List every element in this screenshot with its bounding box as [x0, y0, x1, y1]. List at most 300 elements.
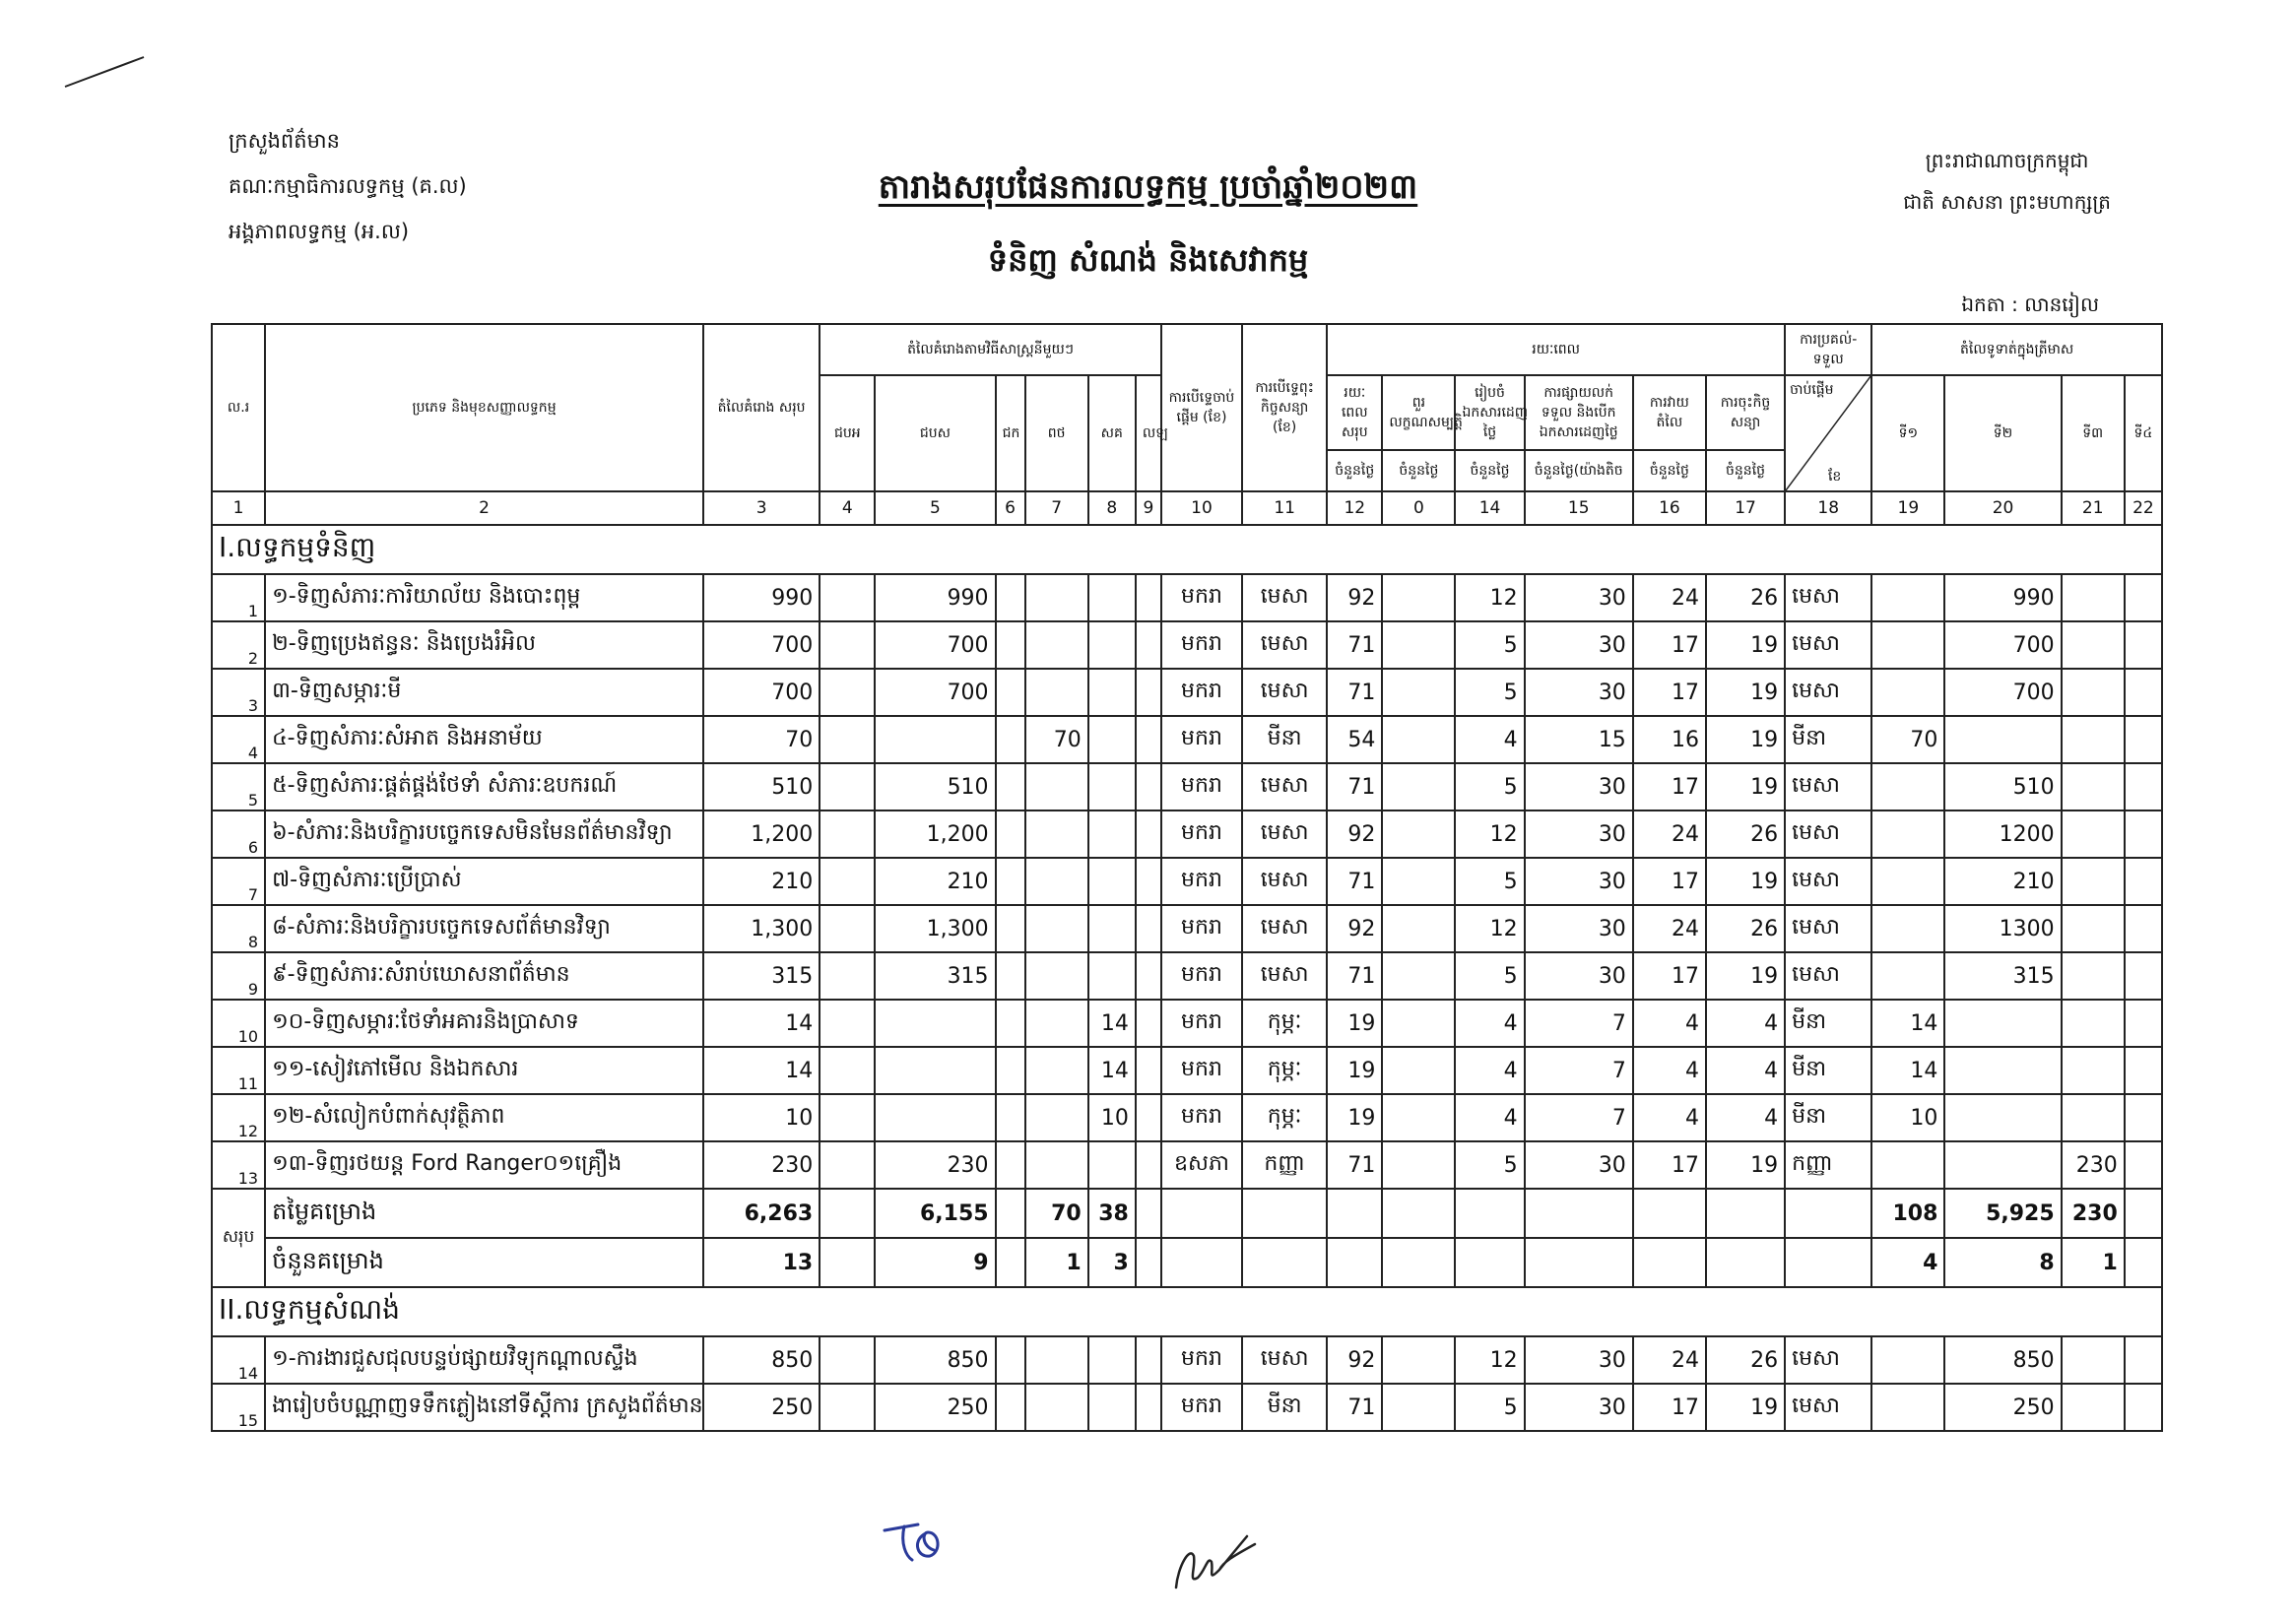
- cell-d16: 17: [1633, 858, 1706, 905]
- cell-empty: [1382, 905, 1455, 952]
- cell-m7: [1025, 1336, 1088, 1384]
- cell-m5: 210: [875, 858, 995, 905]
- cell-m8: [1088, 1141, 1136, 1189]
- cell-d14: 4: [1455, 1094, 1524, 1141]
- cell-c18: មេសា: [1785, 810, 1871, 858]
- cell-start: មករា: [1161, 1047, 1242, 1094]
- cell-desc: ៣-ទិញសម្ភារៈមី: [265, 669, 703, 716]
- cell-d14: 5: [1455, 858, 1524, 905]
- cell-empty: [1136, 1000, 1161, 1047]
- header-q3: ទី៣: [2062, 375, 2125, 491]
- cell-d17: 19: [1706, 858, 1785, 905]
- cell-desc: ១១-សៀវភៅមើល និងឯកសារ: [265, 1047, 703, 1094]
- header-days-12: ចំនួនថ្ងៃ: [1327, 450, 1382, 491]
- cell-q2: [1944, 1047, 2061, 1094]
- document-title-block: [0, 165, 2296, 287]
- corner-pen-mark: [61, 51, 150, 91]
- section-goods-row: [212, 525, 2162, 574]
- table-body: [212, 491, 2162, 1431]
- cell-q3: [2062, 716, 2125, 763]
- cell-empty: [1382, 1047, 1455, 1094]
- cell-q2: 210: [1944, 858, 2061, 905]
- cell-q1: 10: [1871, 1094, 1944, 1141]
- cell-d15: 30: [1525, 1336, 1633, 1384]
- cell-total: 14: [703, 1000, 820, 1047]
- cell-empty: [996, 952, 1025, 1000]
- cell-empty: [2125, 669, 2162, 716]
- cell-no: 9: [212, 952, 265, 1000]
- cell-d14: 5: [1455, 1384, 1524, 1431]
- cell-c18: មេសា: [1785, 669, 1871, 716]
- cell-empty: [820, 669, 875, 716]
- cell-total: 1,200: [703, 810, 820, 858]
- cell-q2: 700: [1944, 621, 2061, 669]
- cell-start: មករា: [1161, 952, 1242, 1000]
- total-m8: 38: [1088, 1189, 1136, 1238]
- cell-d12: 92: [1327, 810, 1382, 858]
- cell-no: 6: [212, 810, 265, 858]
- cell-no: 4: [212, 716, 265, 763]
- cell-d14: 4: [1455, 1000, 1524, 1047]
- total-row: [212, 1238, 2162, 1287]
- cell-d15: 30: [1525, 810, 1633, 858]
- header-d15: ការផ្សាយលក់ ទទួល និងបើក ឯកសារដេញថ្លៃ: [1525, 375, 1633, 450]
- cell-d17: 19: [1706, 669, 1785, 716]
- cell-total: 990: [703, 574, 820, 621]
- cell-start: មករា: [1161, 669, 1242, 716]
- handwritten-signature: [1168, 1526, 1277, 1595]
- cell-total: 230: [703, 1141, 820, 1189]
- cell-d12: 19: [1327, 1047, 1382, 1094]
- header-days-17: ចំនួនថ្ងៃ: [1706, 450, 1785, 491]
- cell-empty: [1136, 1384, 1161, 1431]
- column-number: 5: [875, 491, 995, 525]
- cell-empty: [1136, 1047, 1161, 1094]
- column-number: 9: [1136, 491, 1161, 525]
- cell-empty: [1242, 1238, 1327, 1287]
- cell-empty: [2125, 763, 2162, 810]
- table-row: [212, 716, 2162, 763]
- cell-c18: មីនា: [1785, 716, 1871, 763]
- cell-empty: [2125, 1047, 2162, 1094]
- column-number: 17: [1706, 491, 1785, 525]
- cell-empty: [1136, 905, 1161, 952]
- table-row: [212, 1141, 2162, 1189]
- cell-total: 315: [703, 952, 820, 1000]
- cell-empty: [1706, 1238, 1785, 1287]
- cell-q1: [1871, 1336, 1944, 1384]
- cell-m8: [1088, 763, 1136, 810]
- cell-q1: 70: [1871, 716, 1944, 763]
- cell-m7: [1025, 574, 1088, 621]
- cell-empty: [820, 763, 875, 810]
- header-days-14: ចំនួនថ្ងៃ: [1455, 450, 1524, 491]
- cell-end: មេសា: [1242, 905, 1327, 952]
- cell-empty: [1382, 621, 1455, 669]
- cell-m5: 1,200: [875, 810, 995, 858]
- cell-empty: [2125, 952, 2162, 1000]
- header-total: តំលៃគំរោង សរុប: [703, 324, 820, 491]
- cell-q3: [2062, 669, 2125, 716]
- cell-no: 13: [212, 1141, 265, 1189]
- table-row: [212, 810, 2162, 858]
- cell-total: 700: [703, 621, 820, 669]
- cell-c18: មីនា: [1785, 1094, 1871, 1141]
- total-m8: 3: [1088, 1238, 1136, 1287]
- cell-q3: 230: [2062, 1141, 2125, 1189]
- cell-end: មេសា: [1242, 669, 1327, 716]
- cell-m8: [1088, 858, 1136, 905]
- cell-m5: 990: [875, 574, 995, 621]
- cell-d15: 30: [1525, 574, 1633, 621]
- cell-empty: [996, 669, 1025, 716]
- table-row: [212, 905, 2162, 952]
- cell-empty: [2125, 1094, 2162, 1141]
- cell-q1: [1871, 810, 1944, 858]
- column-number: 19: [1871, 491, 1944, 525]
- cell-d17: 26: [1706, 810, 1785, 858]
- header-m4: ជបអ: [820, 375, 875, 491]
- cell-d15: 30: [1525, 858, 1633, 905]
- cell-m7: [1025, 1384, 1088, 1431]
- cell-d14: 4: [1455, 716, 1524, 763]
- table-row: [212, 1000, 2162, 1047]
- cell-empty: [1382, 1384, 1455, 1431]
- cell-d17: 19: [1706, 763, 1785, 810]
- cell-c18: មេសា: [1785, 858, 1871, 905]
- cell-empty: [820, 1336, 875, 1384]
- cell-d16: 24: [1633, 905, 1706, 952]
- table-row: [212, 574, 2162, 621]
- c18-month-label: ខែ: [1827, 469, 1842, 485]
- cell-empty: [1382, 858, 1455, 905]
- cell-d12: 71: [1327, 763, 1382, 810]
- cell-empty: [1136, 621, 1161, 669]
- cell-total: 14: [703, 1047, 820, 1094]
- cell-empty: [2125, 905, 2162, 952]
- cell-empty: [1161, 1238, 1242, 1287]
- cell-m7: [1025, 669, 1088, 716]
- cell-d16: 17: [1633, 621, 1706, 669]
- cell-d15: 30: [1525, 905, 1633, 952]
- cell-d15: 30: [1525, 763, 1633, 810]
- cell-d14: 12: [1455, 574, 1524, 621]
- cell-no: 12: [212, 1094, 265, 1141]
- cell-d12: 92: [1327, 1336, 1382, 1384]
- cell-no: 2: [212, 621, 265, 669]
- cell-empty: [996, 1384, 1025, 1431]
- cell-empty: [2125, 858, 2162, 905]
- cell-q2: [1944, 1094, 2061, 1141]
- cell-empty: [1455, 1238, 1524, 1287]
- header-d12: រយៈពេលសរុប: [1327, 375, 1382, 450]
- cell-q3: [2062, 1047, 2125, 1094]
- cell-empty: [1525, 1238, 1633, 1287]
- cell-m8: [1088, 621, 1136, 669]
- cell-empty: [820, 1384, 875, 1431]
- cell-no: 14: [212, 1336, 265, 1384]
- total-row: [212, 1189, 2162, 1238]
- cell-desc: ១២-សំលៀកបំពាក់សុវត្ថិភាព: [265, 1094, 703, 1141]
- cell-empty: [1382, 810, 1455, 858]
- cell-m8: 14: [1088, 1000, 1136, 1047]
- cell-empty: [1136, 1094, 1161, 1141]
- total-q1: 4: [1871, 1238, 1944, 1287]
- header-days-13: ចំនួនថ្ងៃ: [1382, 450, 1455, 491]
- cell-empty: [1382, 763, 1455, 810]
- cell-total: 10: [703, 1094, 820, 1141]
- cell-c18: មេសា: [1785, 1336, 1871, 1384]
- cell-empty: [820, 1189, 875, 1238]
- total-q3: 1: [2062, 1238, 2125, 1287]
- header-contract-group: ការប្រគល់-ទទួល: [1785, 324, 1871, 375]
- cell-start: មករា: [1161, 763, 1242, 810]
- table-row: [212, 952, 2162, 1000]
- total-label: តម្លៃគម្រោង: [265, 1189, 703, 1238]
- cell-end: មីនា: [1242, 1384, 1327, 1431]
- cell-m5: [875, 716, 995, 763]
- cell-d15: 30: [1525, 952, 1633, 1000]
- cell-q1: 14: [1871, 1000, 1944, 1047]
- column-number: 12: [1327, 491, 1382, 525]
- cell-d15: 30: [1525, 669, 1633, 716]
- cell-empty: [996, 810, 1025, 858]
- cell-d16: 4: [1633, 1094, 1706, 1141]
- cell-empty: [820, 1000, 875, 1047]
- cell-empty: [1525, 1189, 1633, 1238]
- cell-empty: [1455, 1189, 1524, 1238]
- cell-empty: [1136, 669, 1161, 716]
- cell-q3: [2062, 1384, 2125, 1431]
- cell-start: មករា: [1161, 905, 1242, 952]
- cell-d16: 17: [1633, 669, 1706, 716]
- cell-m7: [1025, 905, 1088, 952]
- cell-no: 7: [212, 858, 265, 905]
- cell-d17: 26: [1706, 1336, 1785, 1384]
- cell-q3: [2062, 810, 2125, 858]
- total-q2: 5,925: [1944, 1189, 2061, 1238]
- cell-empty: [1785, 1189, 1871, 1238]
- cell-q2: [1944, 1000, 2061, 1047]
- cell-empty: [996, 574, 1025, 621]
- cell-empty: [1382, 716, 1455, 763]
- cell-end: មេសា: [1242, 621, 1327, 669]
- cell-d12: 92: [1327, 905, 1382, 952]
- cell-desc: ៤-ទិញសំភារៈសំអាត និងអនាម័យ: [265, 716, 703, 763]
- cell-d16: 17: [1633, 1384, 1706, 1431]
- table-row: [212, 1336, 2162, 1384]
- cell-c18: មេសា: [1785, 574, 1871, 621]
- committee-name: គណៈកម្មាធិការលទ្ធកម្ម (គ.ល): [229, 174, 467, 198]
- cell-end: មីនា: [1242, 716, 1327, 763]
- cell-d16: 24: [1633, 1336, 1706, 1384]
- total-group-label: សរុប: [212, 1189, 265, 1287]
- total-label: ចំនួនគម្រោង: [265, 1238, 703, 1287]
- header-methods-group: តំលៃគំរោងតាមវិធីសាស្ត្រនីមួយៗ: [820, 324, 1161, 375]
- cell-start: មករា: [1161, 810, 1242, 858]
- cell-empty: [1633, 1238, 1706, 1287]
- cell-d12: 71: [1327, 669, 1382, 716]
- cell-q2: [1944, 716, 2061, 763]
- header-duration-group: រយៈពេល: [1327, 324, 1785, 375]
- cell-empty: [1382, 1094, 1455, 1141]
- cell-empty: [1382, 1238, 1455, 1287]
- cell-q3: [2062, 574, 2125, 621]
- cell-no: 1: [212, 574, 265, 621]
- cell-no: 15: [212, 1384, 265, 1431]
- cell-total: 1,300: [703, 905, 820, 952]
- cell-empty: [1327, 1238, 1382, 1287]
- cell-start: មករា: [1161, 716, 1242, 763]
- cell-d15: 30: [1525, 1384, 1633, 1431]
- column-number: 6: [996, 491, 1025, 525]
- cell-start: មករា: [1161, 1384, 1242, 1431]
- cell-empty: [2125, 621, 2162, 669]
- column-number: 1: [212, 491, 265, 525]
- total-q3: 230: [2062, 1189, 2125, 1238]
- cell-desc: ៧-ទិញសំភារៈប្រើប្រាស់: [265, 858, 703, 905]
- cell-empty: [1161, 1189, 1242, 1238]
- cell-m8: [1088, 716, 1136, 763]
- document-subtitle: ទំនិញ សំណង់ និងសេវាកម្ម: [987, 241, 1309, 279]
- cell-empty: [1136, 574, 1161, 621]
- cell-m5: [875, 1094, 995, 1141]
- cell-empty: [1136, 1189, 1161, 1238]
- cell-end: មេសា: [1242, 763, 1327, 810]
- cell-m7: [1025, 763, 1088, 810]
- table-row: [212, 669, 2162, 716]
- cell-d14: 12: [1455, 810, 1524, 858]
- column-number: 3: [703, 491, 820, 525]
- cell-m8: 10: [1088, 1094, 1136, 1141]
- cell-empty: [820, 1094, 875, 1141]
- cell-empty: [996, 716, 1025, 763]
- cell-d14: 12: [1455, 1336, 1524, 1384]
- cell-q1: [1871, 574, 1944, 621]
- cell-empty: [820, 810, 875, 858]
- cell-d17: 4: [1706, 1047, 1785, 1094]
- unit-name: អង្គភាពលទ្ធកម្ម (អ.ល): [229, 220, 410, 243]
- cell-q3: [2062, 905, 2125, 952]
- cell-q1: [1871, 621, 1944, 669]
- cell-desc: ១០-ទិញសម្ភារៈថែទាំអគារនិងប្រាសាទ: [265, 1000, 703, 1047]
- cell-q1: [1871, 858, 1944, 905]
- column-number: 14: [1455, 491, 1524, 525]
- header-d16: ការវាយតំលៃ: [1633, 375, 1706, 450]
- cell-m5: 700: [875, 621, 995, 669]
- cell-c18: មេសា: [1785, 621, 1871, 669]
- cell-d15: 7: [1525, 1094, 1633, 1141]
- cell-m5: 510: [875, 763, 995, 810]
- cell-m8: [1088, 1336, 1136, 1384]
- cell-q1: [1871, 952, 1944, 1000]
- total-m7: 70: [1025, 1189, 1088, 1238]
- cell-m7: [1025, 621, 1088, 669]
- cell-q2: 990: [1944, 574, 2061, 621]
- cell-d12: 71: [1327, 952, 1382, 1000]
- cell-m5: 850: [875, 1336, 995, 1384]
- cell-q2: 315: [1944, 952, 2061, 1000]
- cell-empty: [2125, 810, 2162, 858]
- cell-c18: មេសា: [1785, 952, 1871, 1000]
- cell-d12: 19: [1327, 1094, 1382, 1141]
- cell-q1: [1871, 1141, 1944, 1189]
- cell-empty: [820, 574, 875, 621]
- cell-empty: [2125, 716, 2162, 763]
- header-description: ប្រភេទ និងមុខសញ្ញាលទ្ធកម្ម: [265, 324, 703, 491]
- cell-empty: [820, 621, 875, 669]
- cell-desc: ២-ទិញប្រេងឥន្ធនៈ និងប្រេងរំអិល: [265, 621, 703, 669]
- c18-start-label: ចាប់ផ្តើម: [1790, 382, 1834, 398]
- cell-empty: [996, 763, 1025, 810]
- cell-q1: [1871, 905, 1944, 952]
- cell-empty: [996, 905, 1025, 952]
- cell-m5: 315: [875, 952, 995, 1000]
- cell-desc: ១-ទិញសំភារៈការិយាល័យ និងបោះពុម្ព: [265, 574, 703, 621]
- cell-d12: 92: [1327, 574, 1382, 621]
- cell-d16: 24: [1633, 810, 1706, 858]
- header-d17: ការចុះកិច្ចសន្យា: [1706, 375, 1785, 450]
- cell-d17: 26: [1706, 905, 1785, 952]
- cell-c18: មេសា: [1785, 1384, 1871, 1431]
- header-q2: ទី២: [1944, 375, 2061, 491]
- cell-d17: 19: [1706, 1141, 1785, 1189]
- cell-empty: [820, 905, 875, 952]
- cell-end: កុម្ភៈ: [1242, 1047, 1327, 1094]
- cell-q1: [1871, 669, 1944, 716]
- header-days-15: ចំនួនថ្ងៃ(យ៉ាងតិច: [1525, 450, 1633, 491]
- cell-no: 10: [212, 1000, 265, 1047]
- column-number: 10: [1161, 491, 1242, 525]
- handwritten-initials: [879, 1517, 987, 1576]
- cell-m8: 14: [1088, 1047, 1136, 1094]
- kingdom-name: ព្រះរាជាណាចក្រកម្ពុជា: [1925, 149, 2089, 172]
- cell-start: មករា: [1161, 621, 1242, 669]
- cell-q2: 1300: [1944, 905, 2061, 952]
- cell-empty: [2125, 1336, 2162, 1384]
- cell-empty: [996, 1047, 1025, 1094]
- cell-q2: 510: [1944, 763, 2061, 810]
- cell-d16: 17: [1633, 1141, 1706, 1189]
- cell-m5: [875, 1000, 995, 1047]
- cell-c18: កញ្ញា: [1785, 1141, 1871, 1189]
- cell-no: 8: [212, 905, 265, 952]
- column-number: 4: [820, 491, 875, 525]
- cell-end: មេសា: [1242, 810, 1327, 858]
- cell-m7: [1025, 1141, 1088, 1189]
- cell-d16: 4: [1633, 1000, 1706, 1047]
- cell-desc: ៥-ទិញសំភារៈផ្គត់ផ្គង់ថែទាំ សំភារៈឧបករណ៍: [265, 763, 703, 810]
- total-m7: 1: [1025, 1238, 1088, 1287]
- total-m5: 9: [875, 1238, 995, 1287]
- cell-q3: [2062, 1094, 2125, 1141]
- national-motto: ជាតិ សាសនា ព្រះមហាក្សត្រ: [1903, 190, 2111, 214]
- table-row: [212, 858, 2162, 905]
- cell-empty: [2125, 1384, 2162, 1431]
- header-m6: ជក: [996, 375, 1025, 491]
- column-number: 15: [1525, 491, 1633, 525]
- cell-empty: [996, 1000, 1025, 1047]
- table-row: [212, 1384, 2162, 1431]
- cell-total: 510: [703, 763, 820, 810]
- section-construction-title: II.លទ្ធកម្មសំណង់: [212, 1287, 2162, 1336]
- cell-m8: [1088, 810, 1136, 858]
- table-row: [212, 763, 2162, 810]
- header-q4: ទី៤: [2125, 375, 2162, 491]
- cell-q1: 14: [1871, 1047, 1944, 1094]
- total-q2: 8: [1944, 1238, 2061, 1287]
- cell-total: 250: [703, 1384, 820, 1431]
